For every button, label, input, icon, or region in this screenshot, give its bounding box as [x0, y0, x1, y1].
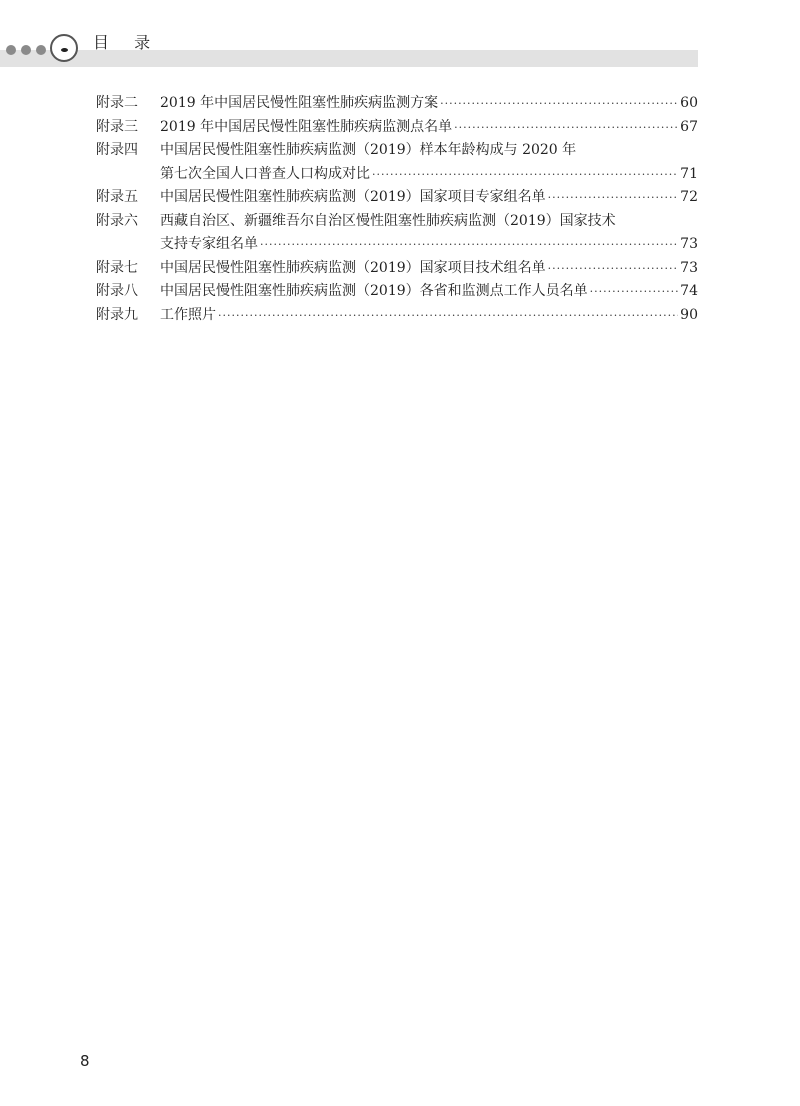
- toc-entry-page: 60: [680, 95, 698, 111]
- dot-leader: [260, 233, 678, 257]
- toc-entry[interactable]: [96, 304, 698, 328]
- toc-entry[interactable]: [96, 280, 698, 304]
- toc-entry[interactable]: [96, 116, 698, 140]
- dot-leader: [440, 92, 678, 116]
- dot-leader: [548, 257, 679, 281]
- toc-entry-label: 附录二: [96, 95, 138, 111]
- toc-entry-page: 90: [680, 306, 698, 323]
- toc-entry-title: 中国居民慢性阻塞性肺疾病监测（2019）样本年龄构成与 2020 年: [160, 142, 577, 158]
- toc-entry[interactable]: [96, 257, 698, 281]
- toc-entry-title: 中国居民慢性阻塞性肺疾病监测（2019）国家项目技术组名单: [160, 259, 546, 276]
- toc-entry[interactable]: [96, 210, 698, 257]
- dot-leader: [590, 280, 679, 304]
- toc-entry-label: 附录六: [96, 212, 138, 229]
- toc-entry-label: 附录三: [96, 118, 138, 135]
- toc-entry-page: 73: [680, 236, 698, 252]
- toc-entry-page: 73: [680, 259, 698, 276]
- toc-entry-page: 67: [680, 118, 698, 135]
- toc-entry-title: 西藏自治区、新疆维吾尔自治区慢性阻塞性肺疾病监测（2019）国家技术: [160, 212, 616, 229]
- decorative-dot-icon: [36, 45, 46, 55]
- toc-entry-title-continued: 第七次全国人口普查人口构成对比: [160, 165, 370, 182]
- toc-entry-page: 71: [680, 165, 698, 182]
- header-title: 目 录: [93, 33, 161, 52]
- toc-entry[interactable]: [96, 186, 698, 210]
- toc-entry-title: 工作照片: [160, 306, 216, 323]
- toc-entry-title: 中国居民慢性阻塞性肺疾病监测（2019）各省和监测点工作人员名单: [160, 283, 588, 299]
- toc-entry-label: 附录七: [96, 259, 138, 276]
- toc-entry-label: 附录四: [96, 142, 138, 158]
- toc-entry-title: 2019 年中国居民慢性阻塞性肺疾病监测点名单: [160, 118, 453, 135]
- toc-entry-title: 2019 年中国居民慢性阻塞性肺疾病监测方案: [160, 95, 439, 111]
- page-number: 8: [80, 1052, 90, 1070]
- toc-entry-page: 72: [680, 189, 698, 205]
- running-header: [0, 30, 800, 70]
- toc-entry[interactable]: [96, 92, 698, 116]
- dot-leader: [218, 304, 678, 328]
- decorative-dot-icon: [21, 45, 31, 55]
- toc-entry-label: 附录五: [96, 189, 138, 205]
- toc-entry-label: 附录八: [96, 283, 138, 299]
- toc-entry-title: 中国居民慢性阻塞性肺疾病监测（2019）国家项目专家组名单: [160, 189, 546, 205]
- decorative-dot-icon: [6, 45, 16, 55]
- toc-entry-label: 附录九: [96, 306, 138, 323]
- table-of-contents: [96, 92, 698, 327]
- dot-leader: [372, 163, 678, 187]
- toc-entry[interactable]: [96, 139, 698, 186]
- dot-leader: [548, 186, 679, 210]
- dot-leader: [454, 116, 678, 140]
- toc-entry-title-continued: 支持专家组名单: [160, 236, 258, 252]
- circle-bullet-icon: [50, 34, 78, 62]
- toc-entry-page: 74: [680, 283, 698, 299]
